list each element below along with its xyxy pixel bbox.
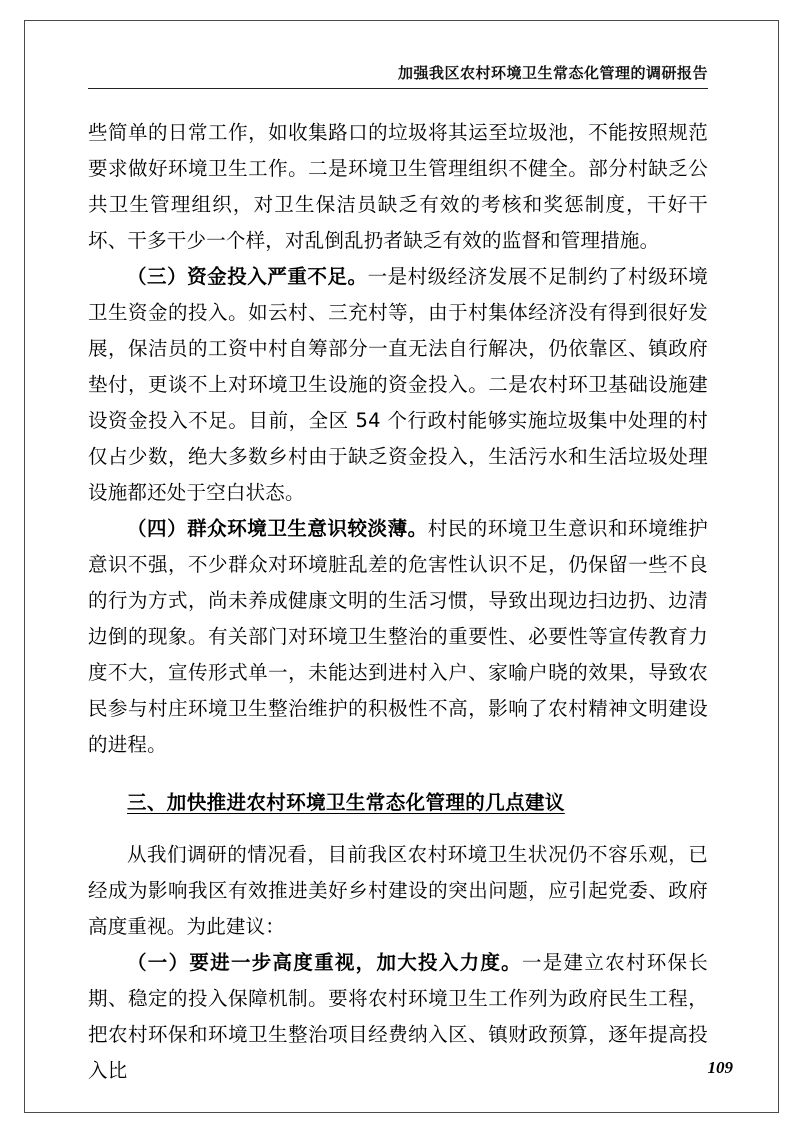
header-rule [88,88,708,89]
paragraph-suggestion-one [88,945,708,1089]
paragraph-section-four-text: 村民的环境卫生意识和环境维护意识不强，不少群众对环境脏乱差的危害性认识不足，仍保留一些不良的行为方式，尚未养成健康文明的生活习惯，导致出现边扫边扔、边清边倒的现象。有关部门对环境卫生整治的重要性、必要性等宣传教育力度不大，宣传形式单一，未能达到进村入户、家喻户晓的效果，导致农民参与村庄环境卫生整治维护的积极性不高，影响了农村精神文明建设的进程。 [88,517,708,756]
paragraph-section-three-lead: （三）资金投入严重不足。 [127,265,368,288]
paragraph-section-four-lead: （四）群众环境卫生意识较淡薄。 [127,517,428,540]
section-heading [88,785,708,821]
paragraph-section-three-text: 一是村级经济发展不足制约了村级环境卫生资金的投入。如云村、三充村等，由于村集体经济没有得到很好发展，保洁员的工资中村自筹部分一直无法自行解决，仍依靠区、镇政府垫付，更谈不上对环境卫生设施的资金投入。二是农村环卫基础设施建设资金投入不足。目前，全区 54 个行政村能够实施垃圾集中处理的村仅占少数，绝大多数乡村由于缺乏资金投入，生活污水和生活垃圾处理设施都还处于空白状态。 [88,265,708,504]
paragraph-continued-text: 些简单的日常工作，如收集路口的垃圾将其运至垃圾池，不能按照规范要求做好环境卫生工作。二是环境卫生管理组织不健全。部分村缺乏公共卫生管理组织，对卫生保洁员缺乏有效的考核和奖惩制度，干好干坏、干多干少一个样，对乱倒乱扔者缺乏有效的监督和管理措施。 [88,121,708,252]
paragraph-continued [88,115,708,259]
page-number: 109 [707,1058,733,1077]
page-content [88,62,708,1089]
section-heading-text: 三、加快推进农村环境卫生常态化管理的几点建议 [127,791,565,814]
paragraph-suggestion-one-lead: （一）要进一步高度重视，加大投入力度。 [127,951,522,974]
paragraph-section-four [88,511,708,763]
paragraph-summary-text: 从我们调研的情况看，目前我区农村环境卫生状况仍不容乐观，已经成为影响我区有效推进美好乡村建设的突出问题，应引起党委、政府高度重视。为此建议： [88,843,708,938]
paragraph-suggestion-one-text: 一是建立农村环保长期、稳定的投入保障机制。要将农村环境卫生工作列为政府民生工程，把农村环保和环境卫生整治项目经费纳入区、镇财政预算，逐年提高投入比 [88,951,708,1082]
paragraph-summary [88,837,708,945]
running-header: 加强我区农村环境卫生常态化管理的调研报告 [397,64,708,82]
paragraph-section-three [88,259,708,511]
